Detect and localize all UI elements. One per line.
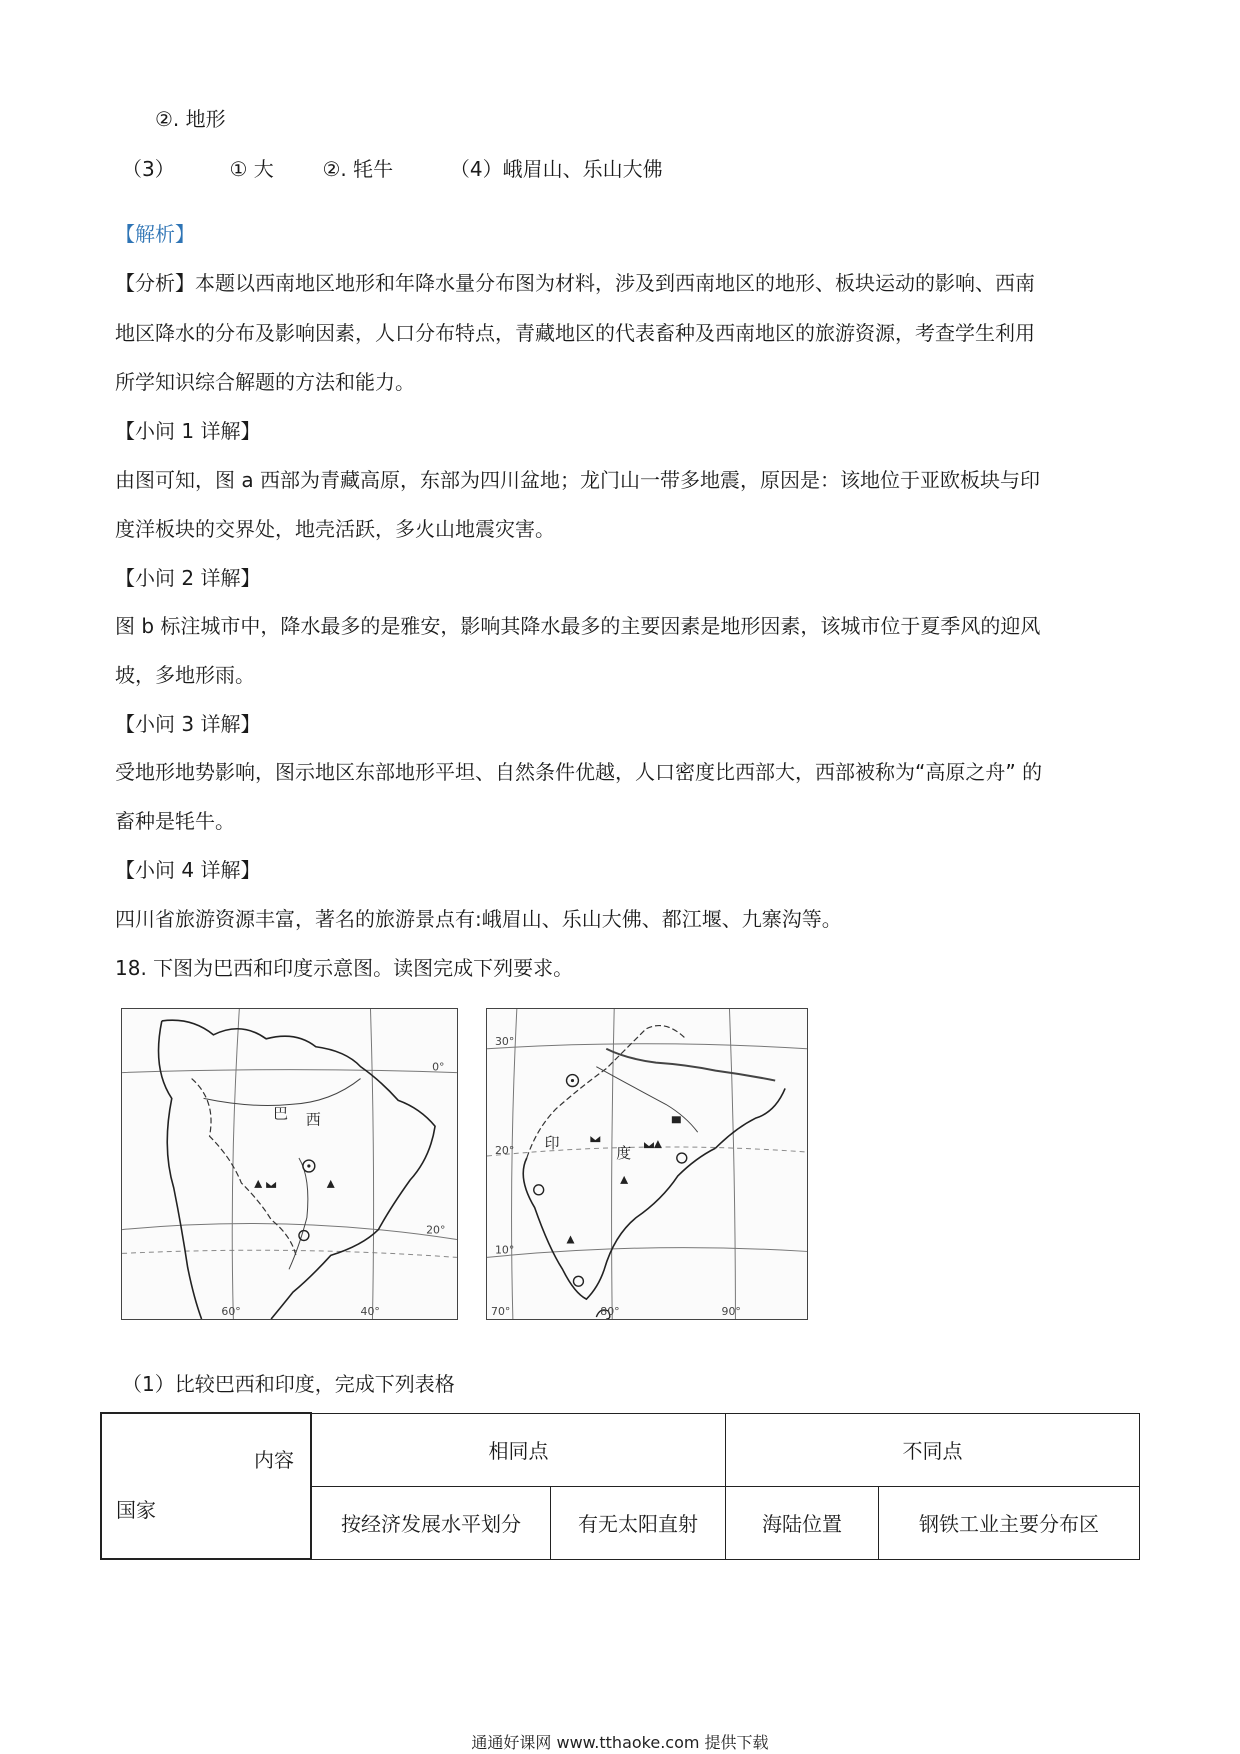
capital-dot — [571, 1079, 574, 1082]
coastline — [523, 1148, 715, 1299]
coastline — [162, 1020, 435, 1319]
mineral-triangle-3 — [567, 1236, 575, 1244]
answer-line-a — [155, 107, 226, 131]
latitude-20-line — [122, 1224, 457, 1240]
meridian-70 — [512, 1009, 517, 1319]
steel-symbol-2 — [644, 1142, 654, 1148]
tropic-line — [487, 1147, 807, 1156]
q3-title: 【小问 3 详解】 — [115, 712, 261, 736]
brazil-map — [121, 1008, 458, 1320]
group-same-header: 相同点 — [311, 1413, 726, 1486]
india-label-2: 度 — [616, 1144, 632, 1163]
west-coast — [159, 1021, 202, 1319]
answer-3-part1: ① 大 — [229, 157, 274, 181]
analysis-intro-1: 【分析】本题以西南地区地形和年降水量分布图为材料，涉及到西南地区的地形、板块运动的影响、西南 — [115, 271, 1035, 295]
tropic-line — [122, 1250, 457, 1257]
group-diff-header: 不同点 — [726, 1413, 1140, 1486]
india-map — [486, 1008, 808, 1320]
sub-question-1: （1）比较巴西和印度，完成下列表格 — [122, 1372, 455, 1396]
mineral-triangle-1 — [654, 1140, 662, 1148]
lon-tick-60: 60° — [221, 1305, 241, 1319]
q4-title: 【小问 4 详解】 — [115, 858, 261, 882]
mineral-triangle-2 — [327, 1180, 335, 1188]
steel-symbol — [266, 1182, 276, 1188]
lat-tick-20: 20° — [426, 1223, 446, 1237]
col-steel-industry: 钢铁工业主要分布区 — [879, 1486, 1140, 1559]
lon-tick-80: 80° — [600, 1305, 620, 1319]
corner-top-label: 内容 — [254, 1448, 294, 1472]
answer-4: （4）峨眉山、乐山大佛 — [449, 157, 663, 181]
mineral-triangle-2 — [620, 1176, 628, 1184]
lon-tick-40: 40° — [360, 1305, 380, 1319]
answer-2-terrain: ②. 地形 — [155, 107, 226, 131]
river-parana — [289, 1158, 308, 1269]
page-footer: 通通好课网 www.tthaoke.com 提供下载 — [471, 1733, 769, 1752]
latitude-30-line — [487, 1044, 807, 1049]
coal-symbol — [672, 1116, 681, 1123]
q2-line-2: 坡，多地形雨。 — [115, 663, 255, 687]
meridian-60 — [232, 1009, 239, 1319]
analysis-intro-3: 所学知识综合解题的方法和能力。 — [115, 370, 415, 394]
q1-title: 【小问 1 详解】 — [115, 419, 261, 443]
q1-line-2: 度洋板块的交界处，地壳活跃，多火山地震灾害。 — [115, 517, 555, 541]
answer-line-b — [122, 157, 663, 181]
india-map-graphic — [487, 1009, 807, 1319]
east-coast — [716, 1088, 786, 1148]
lon-tick-70: 70° — [491, 1305, 511, 1319]
brazil-map-graphic — [122, 1009, 457, 1319]
city-symbol-1 — [534, 1185, 544, 1195]
meridian-40 — [370, 1009, 373, 1319]
meridian-80 — [612, 1009, 615, 1319]
brazil-label-2: 西 — [305, 1110, 321, 1129]
q2-title: 【小问 2 详解】 — [115, 566, 261, 590]
river-ganges — [596, 1067, 697, 1133]
lat-tick-30: 30° — [494, 1034, 515, 1048]
analysis-header: 【解析】 — [115, 222, 195, 246]
col-economic-level: 按经济发展水平划分 — [311, 1486, 551, 1559]
latitude-10-line — [487, 1248, 807, 1258]
lon-tick-90: 90° — [721, 1305, 741, 1319]
col-land-sea-position: 海陆位置 — [726, 1486, 879, 1559]
himalaya-line — [606, 1049, 775, 1081]
col-direct-sun: 有无太阳直射 — [551, 1486, 726, 1559]
city-symbol-3 — [677, 1153, 687, 1163]
corner-cell — [101, 1413, 311, 1559]
q2-line-1: 图 b 标注城市中，降水最多的是雅安，影响其降水最多的主要因素是地形因素，该城市位于夏季风的迎风 — [115, 614, 1041, 638]
meridian-90 — [729, 1009, 735, 1319]
q4-line-1: 四川省旅游资源丰富，著名的旅游景点有:峨眉山、乐山大佛、都江堰、九寨沟等。 — [115, 907, 842, 931]
comparison-table — [100, 1412, 1140, 1560]
river-amazon — [204, 1079, 361, 1106]
city-symbol-2 — [573, 1276, 583, 1286]
lat-tick-0: 0° — [432, 1060, 445, 1074]
table-header-row — [101, 1413, 1140, 1486]
answer-3-label: （3） — [122, 157, 175, 181]
india-label-1: 印 — [544, 1134, 560, 1153]
mineral-triangle-1 — [254, 1180, 262, 1188]
lat-tick-10: 10° — [494, 1243, 515, 1257]
capital-dot — [307, 1164, 310, 1167]
answer-3-part2: ②. 牦牛 — [322, 157, 394, 181]
brazil-label-1: 巴 — [273, 1104, 289, 1123]
question-18-stem: 18. 下图为巴西和印度示意图。读图完成下列要求。 — [115, 956, 574, 980]
corner-bottom-label: 国家 — [116, 1498, 156, 1522]
analysis-intro-2: 地区降水的分布及影响因素，人口分布特点，青藏地区的代表畜种及西南地区的旅游资源，考查学生利用 — [115, 321, 1035, 345]
q3-line-2: 畜种是牦牛。 — [115, 809, 235, 833]
steel-symbol-1 — [590, 1136, 600, 1142]
q1-line-1: 由图可知，图 a 西部为青藏高原，东部为四川盆地；龙门山一带多地震，原因是：该地位于亚欧板块与印 — [115, 468, 1040, 492]
q3-line-1: 受地形地势影响，图示地区东部地形平坦、自然条件优越，人口密度比西部大，西部被称为“高原之舟” 的 — [115, 760, 1043, 784]
city-symbol — [299, 1231, 309, 1241]
equator-line — [122, 1070, 457, 1073]
lat-tick-20: 20° — [494, 1144, 515, 1158]
